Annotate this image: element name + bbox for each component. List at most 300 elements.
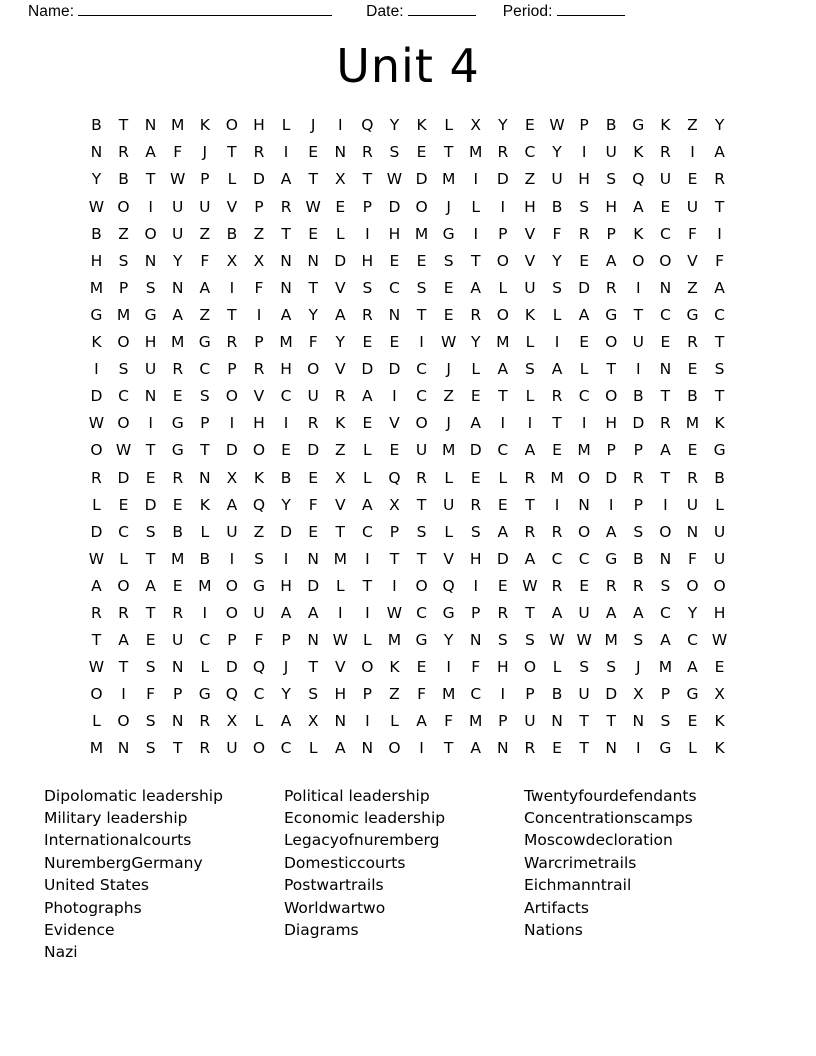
grid-cell[interactable]: P xyxy=(633,495,643,514)
grid-cell[interactable]: E xyxy=(145,631,156,650)
grid-cell[interactable]: Z xyxy=(253,224,265,243)
grid-cell[interactable]: R xyxy=(361,305,373,324)
grid-cell[interactable]: G xyxy=(415,631,428,650)
grid-cell[interactable]: C xyxy=(578,549,590,568)
grid-cell[interactable]: T xyxy=(552,414,562,433)
grid-cell[interactable]: O xyxy=(117,333,130,352)
grid-cell[interactable]: T xyxy=(660,387,671,406)
grid-cell[interactable]: M xyxy=(279,333,293,352)
grid-cell[interactable]: R xyxy=(361,143,373,162)
grid-cell[interactable]: Z xyxy=(199,305,211,324)
grid-cell[interactable]: U xyxy=(253,603,265,622)
grid-cell[interactable]: V xyxy=(687,251,698,270)
grid-cell[interactable]: K xyxy=(253,468,265,487)
grid-cell[interactable]: E xyxy=(579,576,589,595)
grid-cell[interactable]: L xyxy=(308,739,318,758)
grid-cell[interactable]: I xyxy=(229,414,235,433)
grid-cell[interactable]: R xyxy=(632,576,644,595)
grid-cell[interactable]: R xyxy=(687,468,698,487)
grid-cell[interactable]: A xyxy=(91,576,102,595)
grid-cell[interactable]: M xyxy=(441,685,456,704)
grid-cell[interactable]: U xyxy=(442,495,455,514)
grid-cell[interactable]: D xyxy=(388,360,401,379)
grid-cell[interactable]: F xyxy=(173,143,183,162)
grid-cell[interactable]: G xyxy=(686,685,699,704)
grid-cell[interactable]: U xyxy=(226,739,238,758)
grid-cell[interactable]: I xyxy=(283,414,289,433)
grid-cell[interactable]: I xyxy=(554,333,560,352)
grid-cell[interactable]: T xyxy=(227,305,237,324)
grid-cell[interactable]: C xyxy=(361,522,373,541)
grid-cell[interactable]: C xyxy=(199,631,211,650)
grid-cell[interactable]: E xyxy=(687,170,698,189)
grid-cell[interactable]: N xyxy=(686,522,699,541)
grid-cell[interactable]: I xyxy=(256,305,262,324)
grid-cell[interactable]: G xyxy=(442,603,455,622)
grid-cell[interactable]: T xyxy=(525,495,535,514)
grid-cell[interactable]: I xyxy=(121,685,126,704)
grid-cell[interactable]: W xyxy=(522,576,538,595)
grid-cell[interactable]: Y xyxy=(389,116,400,135)
grid-cell[interactable]: M xyxy=(604,631,618,650)
grid-cell[interactable]: O xyxy=(388,739,401,758)
grid-cell[interactable]: A xyxy=(551,360,563,379)
grid-cell[interactable]: D xyxy=(307,441,320,460)
grid-cell[interactable]: K xyxy=(389,658,400,677)
grid-cell[interactable]: B xyxy=(605,116,617,135)
grid-cell[interactable]: U xyxy=(307,387,319,406)
grid-cell[interactable]: P xyxy=(227,631,237,650)
grid-cell[interactable]: A xyxy=(551,603,563,622)
grid-cell[interactable]: I xyxy=(365,603,370,622)
grid-cell[interactable]: Z xyxy=(687,116,698,135)
grid-cell[interactable]: F xyxy=(688,549,697,568)
grid-cell[interactable]: R xyxy=(660,414,671,433)
grid-cell[interactable]: E xyxy=(579,251,589,270)
grid-cell[interactable]: R xyxy=(172,360,184,379)
grid-cell[interactable]: B xyxy=(632,549,644,568)
grid-cell[interactable]: S xyxy=(443,251,454,270)
grid-cell[interactable]: H xyxy=(388,224,401,243)
grid-cell[interactable]: U xyxy=(551,170,563,189)
grid-cell[interactable]: X xyxy=(226,468,238,487)
grid-cell[interactable]: N xyxy=(334,712,347,731)
grid-cell[interactable]: E xyxy=(525,116,535,135)
grid-cell[interactable]: W xyxy=(88,414,105,433)
grid-cell[interactable]: L xyxy=(579,360,589,379)
grid-cell[interactable]: S xyxy=(118,360,129,379)
grid-cell[interactable]: V xyxy=(334,658,346,677)
grid-cell[interactable]: E xyxy=(389,333,400,352)
grid-cell[interactable]: Y xyxy=(471,333,481,352)
word-list-item[interactable]: Postwartrails xyxy=(284,876,384,895)
grid-cell[interactable]: P xyxy=(606,441,616,460)
grid-cell[interactable]: U xyxy=(578,603,590,622)
grid-cell[interactable]: I xyxy=(446,658,451,677)
grid-cell[interactable]: R xyxy=(172,603,184,622)
grid-cell[interactable]: W xyxy=(549,116,565,135)
grid-cell[interactable]: V xyxy=(334,495,346,514)
grid-cell[interactable]: A xyxy=(470,414,482,433)
grid-cell[interactable]: S xyxy=(497,631,508,650)
grid-cell[interactable]: I xyxy=(283,549,289,568)
grid-cell[interactable]: P xyxy=(200,170,210,189)
grid-cell[interactable]: F xyxy=(254,278,264,297)
grid-cell[interactable]: L xyxy=(444,468,453,487)
word-list-item[interactable]: Internationalcourts xyxy=(44,831,192,850)
grid-cell[interactable]: T xyxy=(362,576,373,595)
grid-cell[interactable]: U xyxy=(713,549,726,568)
grid-cell[interactable]: T xyxy=(335,522,345,541)
grid-cell[interactable]: F xyxy=(146,685,156,704)
grid-cell[interactable]: D xyxy=(605,685,618,704)
grid-cell[interactable]: O xyxy=(659,251,672,270)
grid-cell[interactable]: O xyxy=(686,576,699,595)
word-list-item[interactable]: Warcrimetrails xyxy=(524,853,637,872)
grid-cell[interactable]: Z xyxy=(253,522,265,541)
grid-cell[interactable]: V xyxy=(226,197,238,216)
grid-cell[interactable]: U xyxy=(524,278,536,297)
grid-cell[interactable]: C xyxy=(118,522,129,541)
grid-cell[interactable]: E xyxy=(660,197,671,216)
grid-cell[interactable]: A xyxy=(280,603,292,622)
grid-cell[interactable]: Y xyxy=(281,495,291,514)
grid-cell[interactable]: V xyxy=(253,387,265,406)
word-list-item[interactable]: Evidence xyxy=(44,920,115,939)
grid-cell[interactable]: O xyxy=(578,468,591,487)
grid-cell[interactable]: E xyxy=(389,441,400,460)
grid-cell[interactable]: N xyxy=(388,305,401,324)
grid-cell[interactable]: R xyxy=(199,739,211,758)
grid-cell[interactable]: I xyxy=(581,414,587,433)
grid-cell[interactable]: C xyxy=(687,631,698,650)
grid-cell[interactable]: A xyxy=(118,631,129,650)
grid-cell[interactable]: S xyxy=(416,522,427,541)
grid-cell[interactable]: S xyxy=(199,387,210,406)
grid-cell[interactable]: Y xyxy=(687,603,698,622)
grid-cell[interactable]: T xyxy=(91,631,102,650)
word-list-item[interactable]: Legacyofnuremberg xyxy=(284,831,440,850)
grid-cell[interactable]: O xyxy=(659,522,672,541)
grid-cell[interactable]: L xyxy=(227,170,237,189)
word-list-item[interactable]: Economic leadership xyxy=(284,808,446,827)
grid-cell[interactable]: C xyxy=(470,685,482,704)
grid-cell[interactable]: C xyxy=(280,739,292,758)
grid-cell[interactable]: C xyxy=(578,387,590,406)
grid-cell[interactable]: I xyxy=(527,414,533,433)
grid-cell[interactable]: D xyxy=(415,170,428,189)
grid-cell[interactable]: C xyxy=(253,685,265,704)
grid-cell[interactable]: L xyxy=(92,495,101,514)
grid-cell[interactable]: M xyxy=(116,305,131,324)
grid-cell[interactable]: I xyxy=(608,495,614,514)
grid-cell[interactable]: R xyxy=(172,468,184,487)
grid-cell[interactable]: L xyxy=(525,387,535,406)
grid-cell[interactable]: T xyxy=(362,170,373,189)
grid-cell[interactable]: B xyxy=(91,116,102,135)
word-search-grid[interactable] xyxy=(83,112,733,762)
grid-cell[interactable]: A xyxy=(660,631,671,650)
grid-cell[interactable]: W xyxy=(88,549,105,568)
grid-cell[interactable]: F xyxy=(715,251,725,270)
grid-cell[interactable]: I xyxy=(392,387,397,406)
grid-cell[interactable]: Z xyxy=(389,685,400,704)
grid-cell[interactable]: J xyxy=(446,360,451,379)
grid-cell[interactable]: P xyxy=(471,603,481,622)
grid-cell[interactable]: I xyxy=(473,170,479,189)
grid-cell[interactable]: B xyxy=(551,197,563,216)
grid-cell[interactable]: N xyxy=(144,116,157,135)
grid-cell[interactable]: C xyxy=(416,387,427,406)
grid-cell[interactable]: P xyxy=(498,224,508,243)
grid-cell[interactable]: O xyxy=(713,576,726,595)
grid-cell[interactable]: U xyxy=(199,197,211,216)
grid-cell[interactable]: P xyxy=(118,278,129,297)
grid-cell[interactable]: I xyxy=(690,143,695,162)
grid-cell[interactable]: A xyxy=(334,305,346,324)
grid-cell[interactable]: H xyxy=(334,685,347,704)
grid-cell[interactable]: T xyxy=(714,333,725,352)
word-list-item[interactable]: Worldwartwo xyxy=(284,898,386,917)
grid-cell[interactable]: O xyxy=(307,360,320,379)
grid-cell[interactable]: A xyxy=(632,603,644,622)
grid-cell[interactable]: G xyxy=(605,549,618,568)
grid-cell[interactable]: X xyxy=(714,685,725,704)
grid-cell[interactable]: U xyxy=(172,631,184,650)
grid-cell[interactable]: M xyxy=(550,468,564,487)
grid-cell[interactable]: E xyxy=(687,441,698,460)
grid-cell[interactable]: A xyxy=(145,143,156,162)
grid-cell[interactable]: D xyxy=(307,576,320,595)
grid-cell[interactable]: A xyxy=(605,522,617,541)
word-list-item[interactable]: Nazi xyxy=(44,943,78,962)
grid-cell[interactable]: G xyxy=(198,685,211,704)
grid-cell[interactable]: E xyxy=(118,495,129,514)
grid-cell[interactable]: I xyxy=(202,603,208,622)
grid-cell[interactable]: A xyxy=(334,739,346,758)
grid-cell[interactable]: I xyxy=(365,224,370,243)
grid-cell[interactable]: R xyxy=(307,414,319,433)
grid-cell[interactable]: T xyxy=(118,658,129,677)
grid-cell[interactable]: L xyxy=(390,712,399,731)
word-list-item[interactable]: Diagrams xyxy=(284,920,359,939)
grid-cell[interactable]: T xyxy=(416,549,427,568)
grid-cell[interactable]: M xyxy=(685,414,700,433)
grid-cell[interactable]: U xyxy=(686,197,699,216)
grid-cell[interactable]: G xyxy=(713,441,726,460)
grid-cell[interactable]: W xyxy=(170,170,186,189)
grid-cell[interactable]: A xyxy=(687,658,698,677)
grid-cell[interactable]: N xyxy=(659,360,672,379)
grid-cell[interactable]: X xyxy=(632,685,644,704)
grid-cell[interactable]: S xyxy=(633,631,644,650)
grid-cell[interactable]: E xyxy=(660,333,671,352)
grid-cell[interactable]: P xyxy=(389,522,400,541)
grid-cell[interactable]: O xyxy=(225,387,238,406)
grid-cell[interactable]: G xyxy=(632,116,645,135)
grid-cell[interactable]: S xyxy=(470,522,481,541)
grid-cell[interactable]: X xyxy=(334,170,346,189)
grid-cell[interactable]: S xyxy=(254,549,264,568)
grid-cell[interactable]: U xyxy=(578,685,590,704)
grid-cell[interactable]: O xyxy=(578,522,591,541)
grid-cell[interactable]: L xyxy=(471,197,481,216)
word-list-item[interactable]: NurembergGermany xyxy=(44,853,203,872)
grid-cell[interactable]: A xyxy=(470,739,482,758)
grid-cell[interactable]: E xyxy=(497,576,508,595)
grid-cell[interactable]: Q xyxy=(225,685,238,704)
grid-cell[interactable]: S xyxy=(308,685,319,704)
grid-cell[interactable]: L xyxy=(498,278,508,297)
grid-cell[interactable]: H xyxy=(144,333,157,352)
grid-cell[interactable]: N xyxy=(551,712,563,731)
grid-cell[interactable]: D xyxy=(496,549,509,568)
name-input-rule[interactable] xyxy=(78,3,332,16)
grid-cell[interactable]: O xyxy=(90,685,103,704)
grid-cell[interactable]: E xyxy=(308,224,319,243)
grid-cell[interactable]: A xyxy=(524,549,536,568)
grid-cell[interactable]: T xyxy=(714,387,725,406)
grid-cell[interactable]: Q xyxy=(442,576,455,595)
grid-cell[interactable]: W xyxy=(440,333,457,352)
grid-cell[interactable]: R xyxy=(578,224,590,243)
grid-cell[interactable]: O xyxy=(117,414,130,433)
grid-cell[interactable]: T xyxy=(227,143,237,162)
grid-cell[interactable]: F xyxy=(444,712,454,731)
grid-cell[interactable]: I xyxy=(229,549,235,568)
grid-cell[interactable]: R xyxy=(91,603,102,622)
grid-cell[interactable]: F xyxy=(552,224,562,243)
grid-cell[interactable]: B xyxy=(172,522,184,541)
grid-cell[interactable]: A xyxy=(416,712,427,731)
grid-cell[interactable]: P xyxy=(362,685,373,704)
grid-cell[interactable]: P xyxy=(173,685,183,704)
grid-cell[interactable]: L xyxy=(525,333,535,352)
grid-cell[interactable]: L xyxy=(335,576,345,595)
grid-cell[interactable]: O xyxy=(523,658,537,677)
grid-cell[interactable]: D xyxy=(578,278,591,297)
grid-cell[interactable]: I xyxy=(473,224,479,243)
grid-cell[interactable]: P xyxy=(200,414,210,433)
grid-cell[interactable]: W xyxy=(711,631,728,650)
grid-cell[interactable]: D xyxy=(144,495,157,514)
grid-cell[interactable]: O xyxy=(605,333,618,352)
grid-cell[interactable]: E xyxy=(552,739,562,758)
grid-cell[interactable]: E xyxy=(172,495,183,514)
grid-cell[interactable]: L xyxy=(254,712,264,731)
grid-cell[interactable]: M xyxy=(333,549,347,568)
grid-cell[interactable]: T xyxy=(606,712,616,731)
grid-cell[interactable]: R xyxy=(497,603,509,622)
grid-cell[interactable]: M xyxy=(171,549,185,568)
grid-cell[interactable]: R xyxy=(551,387,563,406)
grid-cell[interactable]: C xyxy=(199,360,211,379)
grid-cell[interactable]: D xyxy=(225,441,238,460)
grid-cell[interactable]: H xyxy=(497,658,509,677)
grid-cell[interactable]: Z xyxy=(199,224,211,243)
grid-cell[interactable]: T xyxy=(443,739,454,758)
grid-cell[interactable]: R xyxy=(470,305,482,324)
grid-cell[interactable]: U xyxy=(172,197,184,216)
grid-cell[interactable]: U xyxy=(144,360,157,379)
grid-cell[interactable]: O xyxy=(415,576,428,595)
grid-cell[interactable]: P xyxy=(633,441,643,460)
grid-cell[interactable]: D xyxy=(632,414,645,433)
grid-cell[interactable]: M xyxy=(89,739,104,758)
grid-cell[interactable]: D xyxy=(225,658,238,677)
grid-cell[interactable]: P xyxy=(579,116,589,135)
grid-cell[interactable]: A xyxy=(632,197,644,216)
grid-cell[interactable]: R xyxy=(280,197,292,216)
grid-cell[interactable]: C xyxy=(714,305,725,324)
grid-cell[interactable]: G xyxy=(442,224,455,243)
grid-cell[interactable]: C xyxy=(659,603,671,622)
grid-cell[interactable]: G xyxy=(605,305,618,324)
grid-cell[interactable]: E xyxy=(687,712,698,731)
grid-cell[interactable]: N xyxy=(117,739,130,758)
grid-cell[interactable]: R xyxy=(687,333,698,352)
grid-cell[interactable]: E xyxy=(552,441,562,460)
grid-cell[interactable]: A xyxy=(605,603,617,622)
grid-cell[interactable]: H xyxy=(280,360,292,379)
grid-cell[interactable]: D xyxy=(361,360,374,379)
grid-cell[interactable]: G xyxy=(686,305,699,324)
grid-cell[interactable]: T xyxy=(633,305,644,324)
grid-cell[interactable]: N xyxy=(171,658,184,677)
grid-cell[interactable]: O xyxy=(252,441,266,460)
grid-cell[interactable]: E xyxy=(470,468,481,487)
grid-cell[interactable]: H xyxy=(524,197,536,216)
grid-cell[interactable]: Y xyxy=(335,333,345,352)
grid-cell[interactable]: T xyxy=(145,549,156,568)
grid-cell[interactable]: R xyxy=(632,468,644,487)
grid-cell[interactable]: F xyxy=(254,631,264,650)
grid-cell[interactable]: N xyxy=(361,739,374,758)
grid-cell[interactable]: A xyxy=(362,495,373,514)
grid-cell[interactable]: O xyxy=(117,197,130,216)
grid-cell[interactable]: P xyxy=(227,360,237,379)
grid-cell[interactable]: R xyxy=(118,143,129,162)
grid-cell[interactable]: U xyxy=(415,441,428,460)
grid-cell[interactable]: S xyxy=(416,278,427,297)
grid-cell[interactable]: R xyxy=(605,576,617,595)
grid-cell[interactable]: T xyxy=(660,468,671,487)
grid-cell[interactable]: S xyxy=(525,360,535,379)
grid-cell[interactable]: M xyxy=(469,712,483,731)
grid-cell[interactable]: L xyxy=(119,549,128,568)
grid-cell[interactable]: A xyxy=(226,495,238,514)
grid-cell[interactable]: M xyxy=(171,116,185,135)
grid-cell[interactable]: L xyxy=(688,739,697,758)
grid-cell[interactable]: Y xyxy=(552,143,562,162)
grid-cell[interactable]: T xyxy=(579,739,589,758)
grid-cell[interactable]: A xyxy=(524,441,536,460)
grid-cell[interactable]: C xyxy=(551,549,563,568)
grid-cell[interactable]: M xyxy=(387,631,402,650)
grid-cell[interactable]: V xyxy=(443,549,454,568)
grid-cell[interactable]: M xyxy=(577,441,591,460)
grid-cell[interactable]: N xyxy=(497,739,509,758)
grid-cell[interactable]: R xyxy=(524,522,536,541)
grid-cell[interactable]: I xyxy=(717,224,722,243)
grid-cell[interactable]: R xyxy=(470,495,482,514)
grid-cell[interactable]: U xyxy=(226,522,238,541)
grid-cell[interactable]: E xyxy=(362,333,373,352)
grid-cell[interactable]: E xyxy=(687,360,698,379)
grid-cell[interactable]: H xyxy=(361,251,374,270)
grid-cell[interactable]: W xyxy=(549,631,565,650)
grid-cell[interactable]: V xyxy=(334,360,346,379)
